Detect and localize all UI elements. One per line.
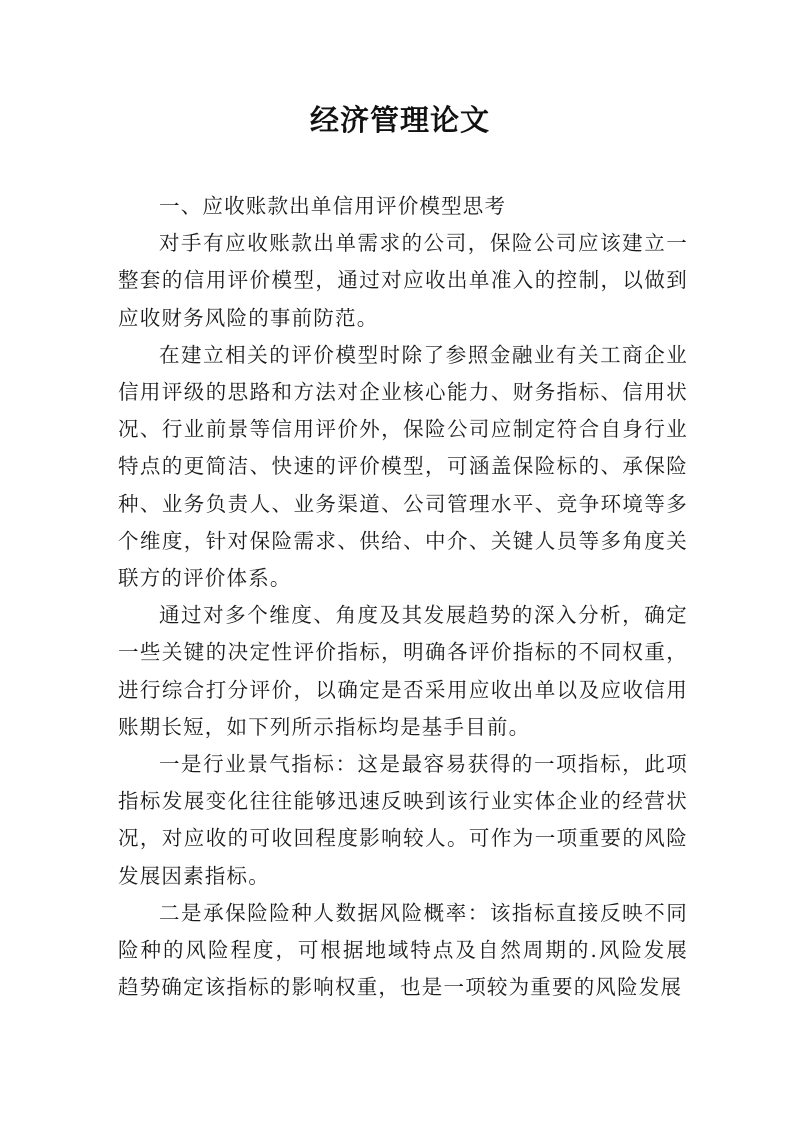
paragraph: 二是承保险险种人数据风险概率：该指标直接反映不同险种的风险程度，可根据地域特点及自然周期的.风险发展趋势确定该指标的影响权重，也是一项较为重要的风险发展 — [118, 900, 688, 1000]
paragraph: 通过对多个维度、角度及其发展趋势的深入分析，确定一些关键的决定性评价指标，明确各评价指标的不同权重，进行综合打分评价，以确定是否采用应收出单以及应收信用账期长短，如下列所示指标均是基手目前。 — [118, 603, 688, 739]
section-heading: 一、应收账款出单信用评价模型思考 — [159, 194, 507, 218]
document-title: 经济管理论文 — [309, 103, 490, 137]
paragraph: 对手有应收账款出单需求的公司，保险公司应该建立一整套的信用评价模型，通过对应收出单准入的控制，以做到应收财务风险的事前防范。 — [118, 231, 688, 330]
paragraph: 一是行业景气指标：这是最容易获得的一项指标，此项指标发展变化往往能够迅速反映到该行业实体企业的经营状况，对应收的可收回程度影响较人。可作为一项重要的风险发展因素指标。 — [118, 752, 688, 888]
document-body — [118, 188, 688, 1006]
paragraph: 在建立相关的评价模型时除了参照金融业有关工商企业信用评级的思路和方法对企业核心能力、财务指标、信用状况、行业前景等信用评价外，保险公司应制定符合自身行业特点的更简洁、快速的评价模型，可涵盖保险标的、承保险种、业务负责人、业务渠道、公司管理水平、竞争环境等多个维度，针对保险需求、供给、中介、关键人员等多角度关联方的评价体系。 — [118, 342, 688, 591]
